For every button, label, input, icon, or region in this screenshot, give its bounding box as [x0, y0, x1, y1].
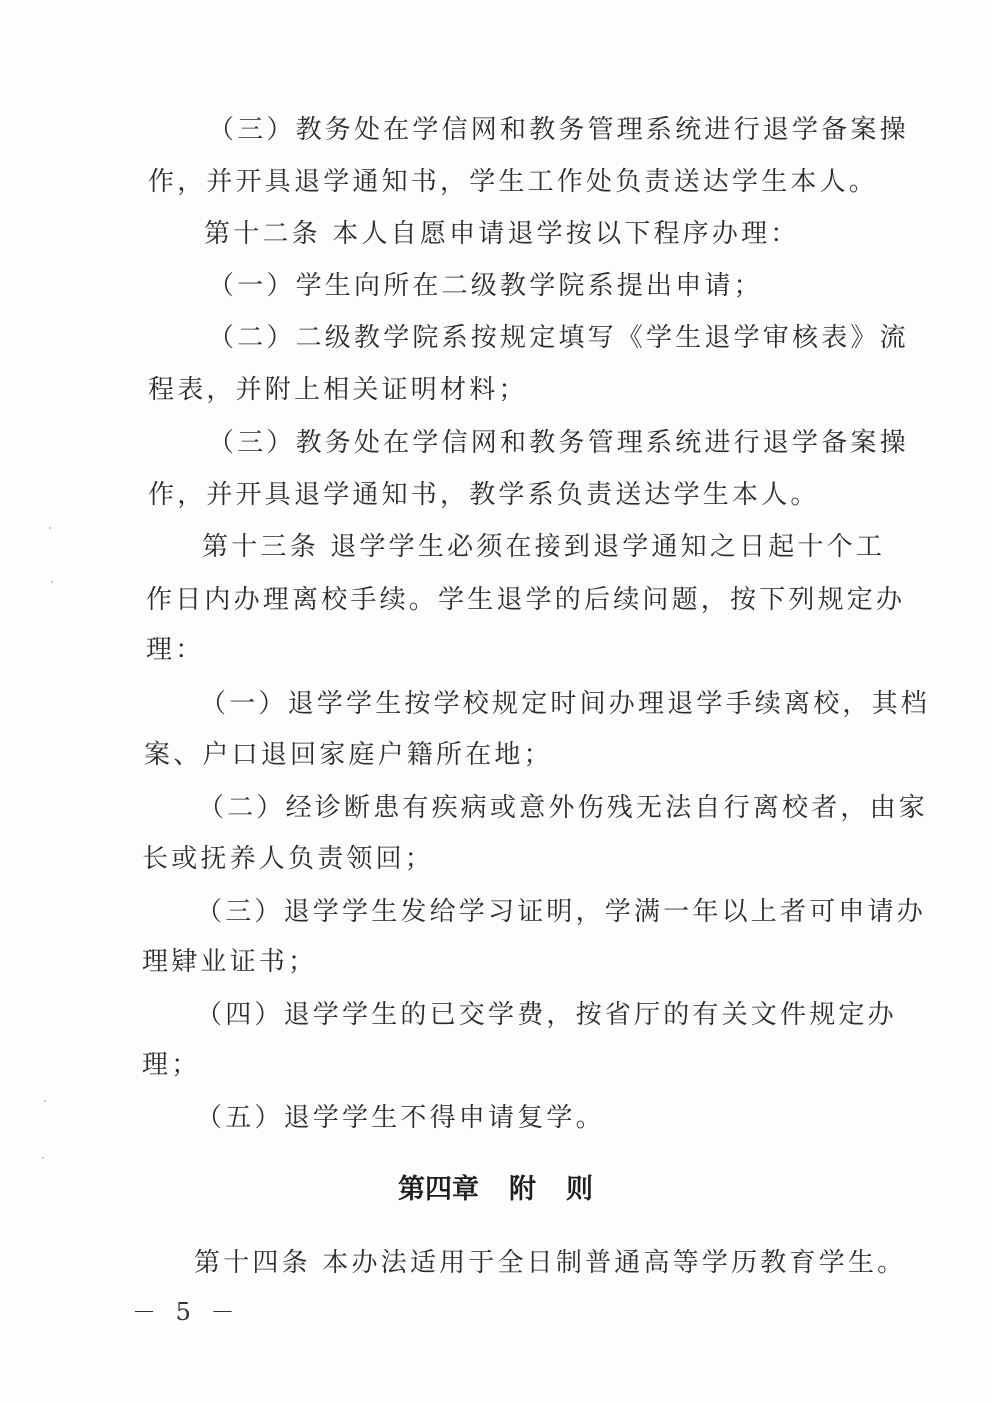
page-number: － 5 － [132, 1298, 241, 1326]
scan-speck [44, 1100, 46, 1102]
text-line: 作，并开具退学通知书，教学系负责送达学生本人。 [148, 480, 820, 510]
text-line: 理； [142, 1050, 201, 1080]
text-line: 程表，并附上相关证明材料； [148, 375, 528, 405]
text-line: （二）二级教学院系按规定填写《学生退学审核表》流 [208, 323, 909, 353]
scan-speck [42, 1157, 44, 1159]
text-line: （五）退学学生不得申请复学。 [196, 1103, 605, 1133]
text-line: 第十二条 本人自愿申请退学按以下程序办理： [204, 219, 800, 249]
chapter-heading-number: 第四章 [398, 1174, 479, 1205]
chapter-heading-word-1: 附 [509, 1174, 536, 1205]
text-line: （三）退学学生发给学习证明，学满一年以上者可申请办 [196, 897, 927, 927]
scan-speck [49, 527, 51, 529]
text-line: 长或抚养人负责领回； [142, 844, 435, 874]
text-line: 作日内办理离校手续。学生退学的后续问题，按下列规定办 [146, 585, 906, 615]
text-line: 作，并开具退学通知书，学生工作处负责送达学生本人。 [148, 167, 879, 197]
text-line: （三）教务处在学信网和教务管理系统进行退学备案操 [208, 428, 909, 458]
text-line: （二）经诊断患有疾病或意外伤残无法自行离校者，由家 [198, 793, 929, 823]
scan-speck [51, 581, 53, 583]
text-line: （三）教务处在学信网和教务管理系统进行退学备案操 [208, 115, 909, 145]
text-line: （四）退学学生的已交学费，按省厅的有关文件规定办 [196, 1000, 897, 1030]
text-line: （一）退学学生按学校规定时间办理退学手续离校，其档 [200, 689, 931, 719]
closing-article-line: 第十四条 本办法适用于全日制普通高等学历教育学生。 [194, 1248, 907, 1278]
text-line: （一）学生向所在二级教学院系提出申请； [208, 271, 763, 301]
text-line: 理： [146, 635, 205, 665]
text-line: 第十三条 退学学生必须在接到退学通知之日起十个工 [202, 532, 886, 562]
text-line: 案、户口退回家庭户籍所在地； [144, 740, 553, 770]
chapter-heading [398, 1173, 593, 1207]
chapter-heading-word-2: 则 [566, 1174, 593, 1205]
text-line: 理肄业证书； [142, 947, 318, 977]
